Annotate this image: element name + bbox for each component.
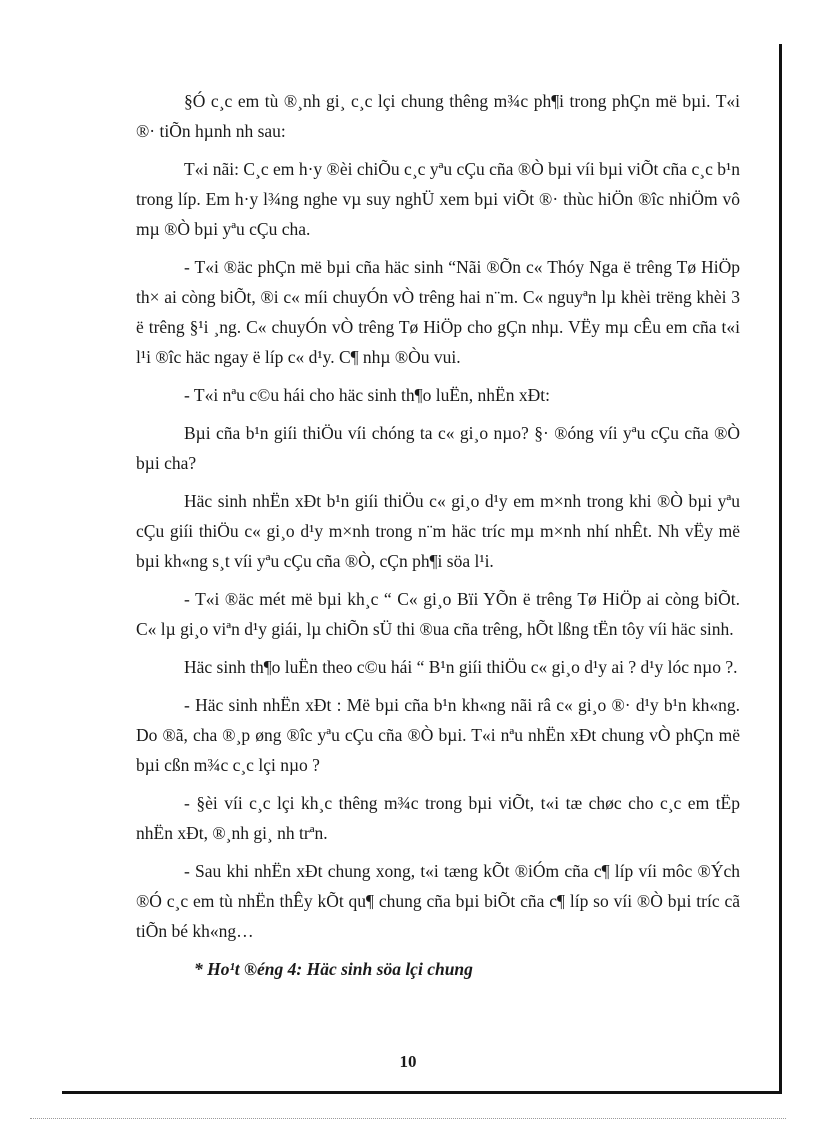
paragraph: - T«i nªu c©u hái cho häc sinh th¶o luËn, nhËn xÐt: (184, 385, 550, 405)
bottom-divider (30, 1118, 786, 1119)
paragraph: - Häc sinh nhËn xÐt : Më bµi cña b¹n kh«ng nãi râ c« gi¸o ®· d¹y b¹n kh«ng. Do ®ã, cha ®¸p øng ®îc yªu cÇu cña ®Ò bµi. T«i nªu nhËn xÐt chung vÒ phÇn më bµi cßn m¾c c¸c lçi nµo ? (136, 695, 740, 775)
paragraph: - T«i ®äc mét më bµi kh¸c “ C« gi¸o Bïi YÕn ë trêng Tø HiÖp ai còng biÕt. C« lµ gi¸o viªn d¹y giái, lµ chiÕn sÜ thi ®ua cña trêng, hÕt lßng tËn tôy víi häc sinh. (136, 589, 740, 639)
paragraph: Häc sinh nhËn xÐt b¹n giíi thiÖu c« gi¸o d¹y em m×nh trong khi ®Ò bµi yªu cÇu giíi thiÖu c« gi¸o d¹y m×nh trong n¨m häc tríc mµ m×nh nhí nhÊt. Nh vËy më bµi kh«ng s¸t víi yªu cÇu cña ®Ò, cÇn ph¶i söa l¹i. (136, 491, 740, 571)
paragraph: Bµi cña b¹n giíi thiÖu víi chóng ta c« gi¸o nµo? §· ®óng víi yªu cÇu cña ®Ò bµi cha? (136, 423, 740, 473)
page-number: 10 (399, 1052, 417, 1071)
document-body (136, 86, 740, 984)
paragraph: - T«i ®äc phÇn më bµi cña häc sinh “Nãi ®Õn c« Thóy Nga ë trêng Tø HiÖp th× ai còng biÕt, ®i c« míi chuyÓn vÒ trêng hai n¨m. C« nguyªn lµ khèi trëng khèi 3 ë trêng §¹i ¸ng. C« chuyÓn vÒ trêng Tø HiÖp cho gÇn nhµ. VËy mµ cÊu em cña t«i l¹i ®îc häc ngay ë líp c« d¹y. C¶ nhµ ®Òu vui. (136, 257, 740, 367)
paragraph: - Sau khi nhËn xÐt chung xong, t«i tæng kÕt ®iÓm cña c¶ líp víi môc ®Ých ®Ó c¸c em tù nhËn thÊy kÕt qu¶ chung cña bµi biÕt cña c¶ líp so víi ®Ò bµi tríc cã tiÕn bé kh«ng… (136, 861, 740, 941)
paragraph: Häc sinh th¶o luËn theo c©u hái “ B¹n giíi thiÖu c« gi¸o d¹y ai ? d¹y lóc nµo ?. (184, 657, 738, 677)
paragraph: - §èi víi c¸c lçi kh¸c thêng m¾c trong bµi viÕt, t«i tæ chøc cho c¸c em tËp nhËn xÐt, ®¸nh gi¸ nh trªn. (136, 793, 740, 843)
paragraph: T«i nãi: C¸c em h·y ®èi chiÕu c¸c yªu cÇu cña ®Ò bµi víi bµi viÕt cña c¸c b¹n trong líp. Em h·y l¾ng nghe vµ suy nghÜ xem bµi viÕt ®· thùc hiÖn ®îc nhiÖm vô mµ ®Ò bµi yªu cÇu cha. (136, 159, 740, 239)
paragraph: §Ó c¸c em tù ®¸nh gi¸ c¸c lçi chung thêng m¾c ph¶i trong phÇn më bµi. T«i ®· tiÕn hµnh nh sau: (136, 91, 740, 141)
section-heading: * Ho¹t ®éng 4: Häc sinh söa lçi chung (194, 959, 473, 979)
